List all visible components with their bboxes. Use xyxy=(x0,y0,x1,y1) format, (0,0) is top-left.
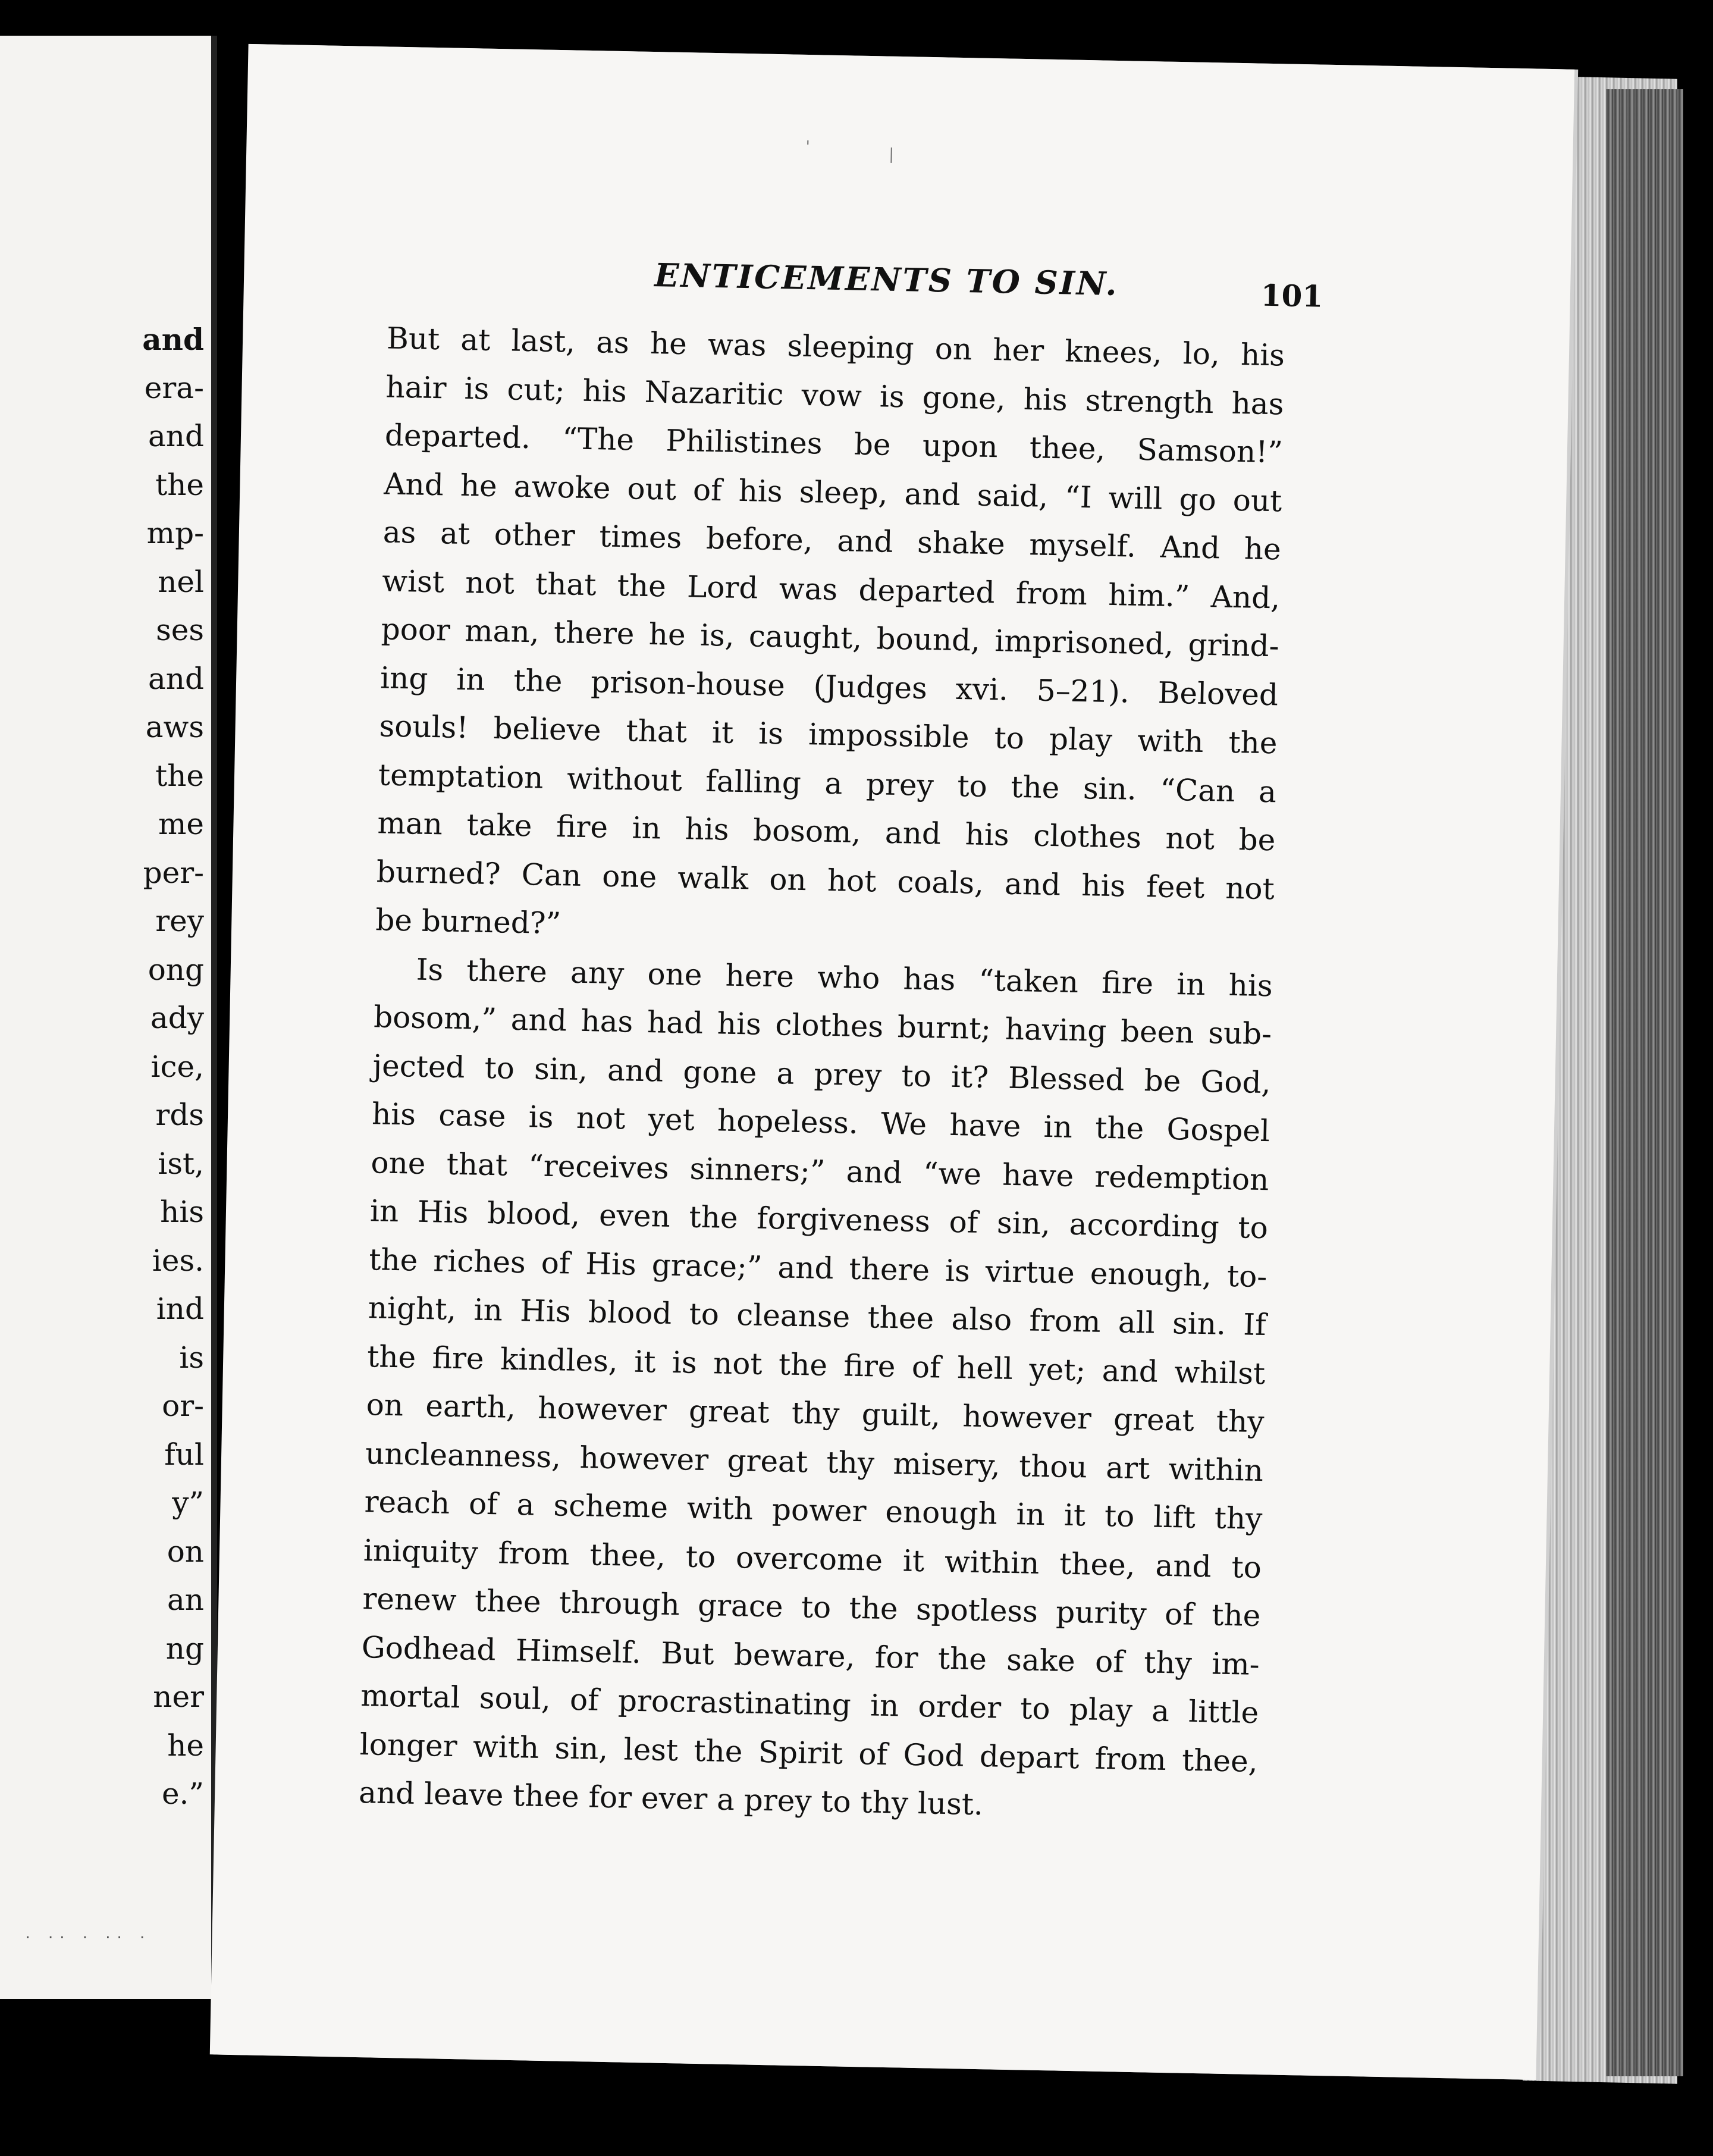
left-page-fragment: ies. xyxy=(152,1243,204,1278)
left-page-fragment: the xyxy=(155,467,204,502)
left-page-fragment: rey xyxy=(155,904,204,938)
text-line: longer with sin, lest the Spirit of God depart from thee, xyxy=(359,1726,1259,1779)
left-page-fragment: is xyxy=(179,1340,204,1375)
left-page-fragment: mp- xyxy=(146,516,204,550)
text-line: night, in His blood to cleanse thee also from all sin. If xyxy=(368,1290,1267,1343)
left-page-fragment: an xyxy=(167,1582,204,1617)
left-page-fragment: the xyxy=(155,758,204,793)
left-page-fragment: ong xyxy=(148,952,204,987)
running-head: ENTICEMENTS TO SIN. xyxy=(654,256,1119,303)
text-line: bosom,” and has had his clothes burnt; having been sub- xyxy=(373,999,1272,1052)
left-page-fragment: me xyxy=(158,807,204,841)
text-line: burned? Can one walk on hot coals, and his feet not xyxy=(376,854,1275,906)
left-page xyxy=(0,36,217,1999)
text-line: temptation without falling a prey to the sin. “Can a xyxy=(378,757,1277,809)
text-line: poor man, there he is, caught, bound, imprisoned, grind- xyxy=(381,612,1280,664)
text-line: man take fire in his bosom, and his clothes not be xyxy=(377,806,1276,858)
text-line: reach of a scheme with power enough in it to lift thy xyxy=(364,1484,1263,1537)
paragraph xyxy=(375,314,1285,961)
text-line: the riches of His grace;” and there is virtue enough, to- xyxy=(368,1242,1268,1294)
text-line: hair is cut; his Nazaritic vow is gone, his strength has xyxy=(385,369,1284,421)
paragraph xyxy=(358,945,1273,1835)
left-page-fragment: ice, xyxy=(150,1049,204,1084)
text-line: jected to sin, and gone a prey to it? Blessed be God, xyxy=(372,1048,1272,1100)
left-page-fragment: aws xyxy=(145,710,204,744)
left-page-fragment: nel xyxy=(158,564,204,599)
left-page-fragment: or- xyxy=(162,1389,204,1423)
book-fore-edge xyxy=(1606,89,1683,2076)
text-line: his case is not yet hopeless. We have in the Gospel xyxy=(371,1096,1270,1149)
left-page-fragment: era- xyxy=(144,370,204,405)
left-page-text-fragments xyxy=(142,315,204,1819)
text-line: souls! believe that it is impossible to play with the xyxy=(379,709,1278,761)
text-line: as at other times before, and shake myself. And he xyxy=(382,515,1282,567)
text-line: But at last, as he was sleeping on her knees, lo, his xyxy=(386,321,1285,373)
text-line: the fire kindles, it is not the fire of hell yet; and whilst xyxy=(366,1339,1266,1391)
scan-speck: ' xyxy=(805,137,810,156)
left-page-fragment: ist, xyxy=(158,1146,204,1181)
text-line: iniquity from thee, to overcome it within thee, and to xyxy=(363,1533,1262,1585)
text-line: wist not that the Lord was departed from him.” And, xyxy=(381,563,1281,615)
left-page-fragment: rds xyxy=(155,1098,204,1132)
text-line: Godhead Himself. But beware, for the sake of thy im- xyxy=(361,1629,1260,1682)
left-page-fragment: ady xyxy=(150,1001,204,1035)
left-page-fragment: his xyxy=(160,1195,204,1229)
left-page-fragment: ner xyxy=(153,1679,204,1714)
left-page-fragment: ind xyxy=(156,1292,204,1326)
text-line: ing in the prison-house (Judges xvi. 5–21). Beloved xyxy=(379,660,1279,712)
text-line: one that “receives sinners;” and “we have redemption xyxy=(371,1145,1269,1197)
left-page-fragment: ful xyxy=(164,1437,204,1472)
text-line: and leave thee for ever a prey to thy lust. xyxy=(358,1775,984,1822)
left-page-fragment: y” xyxy=(172,1486,204,1520)
body-text xyxy=(358,314,1285,1834)
left-page-fragment: ng xyxy=(165,1631,204,1666)
text-line: Is there any one here who has “taken fire in his xyxy=(416,952,1273,1003)
left-page-fragment: ses xyxy=(156,613,204,647)
text-line: uncleanness, however great thy misery, thou art within xyxy=(365,1436,1264,1488)
text-line: on earth, however great thy guilt, however great thy xyxy=(366,1387,1265,1440)
text-line: renew thee through grace to the spotless purity of the xyxy=(362,1581,1261,1634)
left-page-bottom-marks: · ·· · ·· · xyxy=(24,1931,150,1945)
text-line: mortal soul, of procrastinating in order to play a little xyxy=(360,1678,1259,1731)
left-page-fragment: on xyxy=(167,1534,204,1569)
left-page-fragment: and xyxy=(142,322,204,357)
page-number: 101 xyxy=(1260,277,1323,314)
text-line: be burned?” xyxy=(375,902,561,941)
left-page-fragment: per- xyxy=(143,855,204,890)
scan-speck: | xyxy=(888,145,895,164)
text-line: departed. “The Philistines be upon thee, Samson!” xyxy=(384,418,1284,470)
text-line: in His blood, even the forgiveness of sin, according to xyxy=(369,1193,1269,1246)
right-page xyxy=(210,44,1574,2080)
left-page-fragment: and xyxy=(148,661,204,696)
left-page-fragment: e.” xyxy=(161,1776,204,1811)
text-line: And he awoke out of his sleep, and said, “I will go out xyxy=(383,466,1282,518)
left-page-fragment: and xyxy=(148,419,204,453)
left-page-fragment: he xyxy=(167,1728,204,1763)
